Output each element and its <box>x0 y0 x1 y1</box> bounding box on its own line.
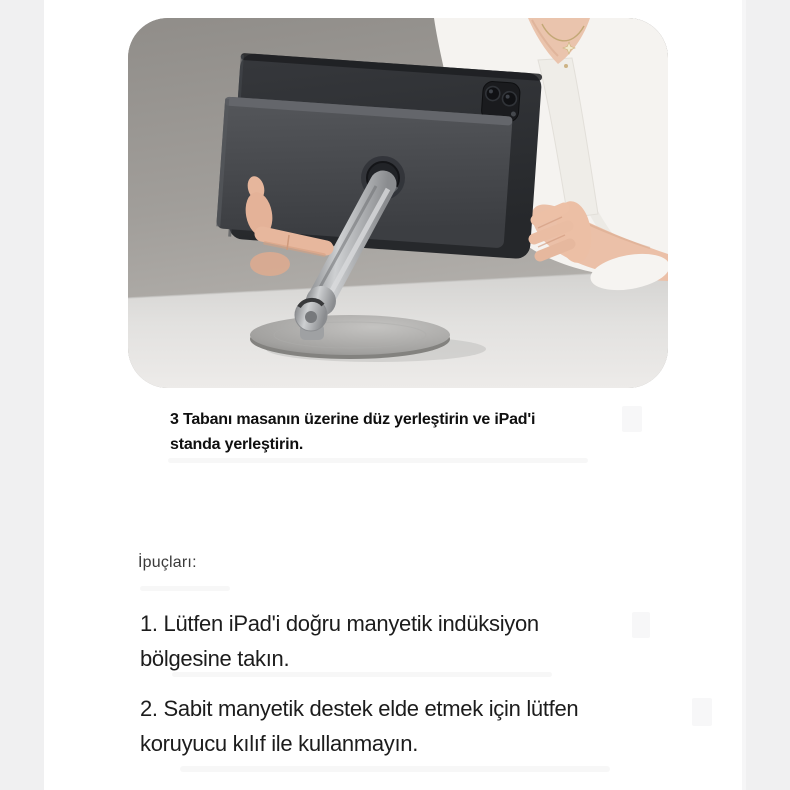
compression-artifact <box>140 586 230 591</box>
tip-item-1 <box>140 606 539 676</box>
step-caption-line-1: 3 Tabanı masanın üzerine düz yerleştirin ve iPad'i <box>170 411 536 428</box>
tip-1-line-1: 1. Lütfen iPad'i doğru manyetik indüksiyon <box>140 611 539 636</box>
tip-item-2 <box>140 691 578 761</box>
product-photo <box>128 18 668 388</box>
tip-2-line-1: 2. Sabit manyetik destek elde etmek için lütfen <box>140 696 579 721</box>
step-caption <box>170 407 535 457</box>
step-caption-line-2: standa yerleştirin. <box>170 436 304 453</box>
compression-artifact <box>180 766 610 772</box>
tips-heading: İpuçları: <box>138 554 197 571</box>
compression-artifact <box>692 698 712 726</box>
compression-artifact <box>168 458 588 463</box>
right-page-margin <box>742 0 790 790</box>
photo-illustration <box>128 18 668 388</box>
compression-artifact <box>632 612 650 638</box>
tip-2-line-2: koruyucu kılıf ile kullanmayın. <box>140 731 419 756</box>
tip-1-line-2: bölgesine takın. <box>140 646 290 671</box>
compression-artifact <box>622 406 642 432</box>
compression-artifact <box>172 672 552 677</box>
left-page-margin <box>0 0 44 790</box>
